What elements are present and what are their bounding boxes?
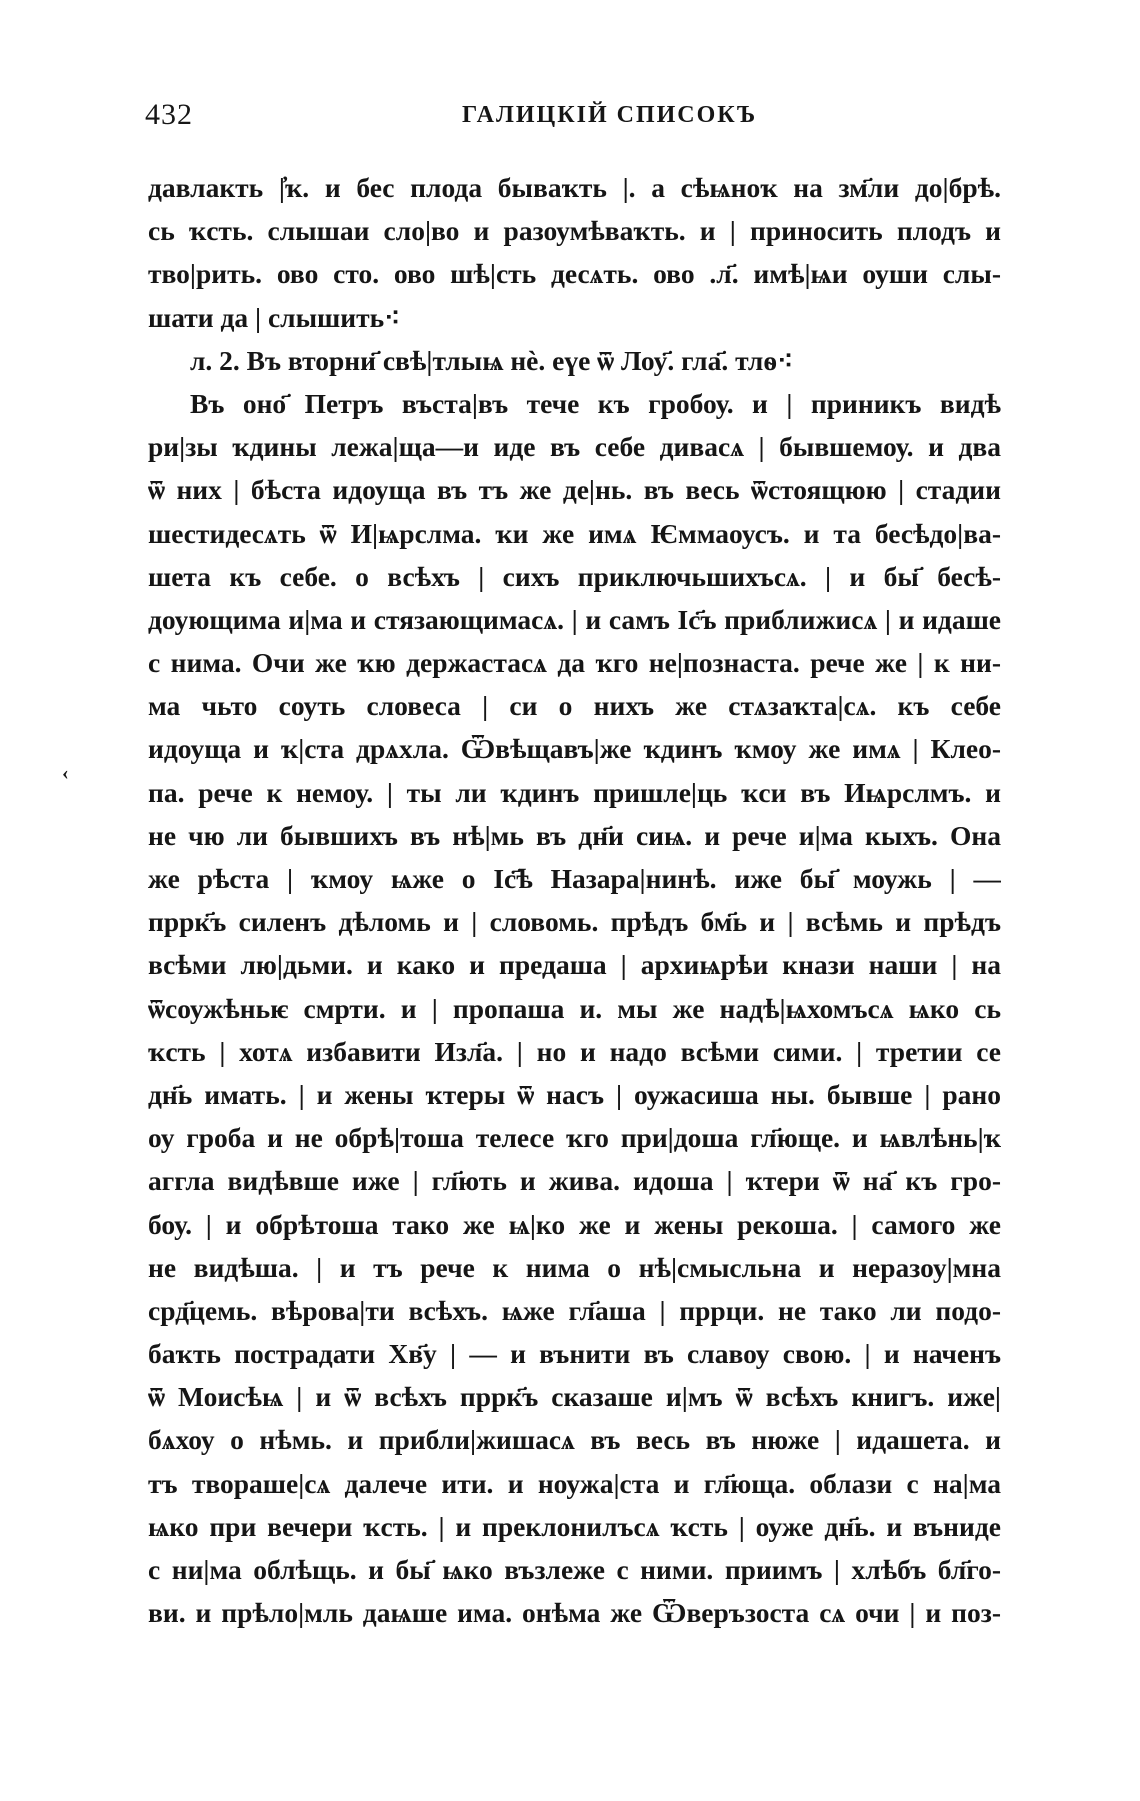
text-line: же рѣста | ҡмоу ѩже о Іс҃ѣ Назара|нинѣ. иже бы҃ моужь | —: [148, 863, 1001, 894]
text-line: ѿ них | бѣста идоуща въ тъ же де|нь. въ весь ѿстоящюю | стадии: [148, 474, 1001, 506]
text-line: тво|рить. ово сто. ово шѣ|сть десѧть. ово .л҃. имѣ|ѩи оуши слы-: [148, 258, 1001, 290]
text-line: срд҃цемь. вѣрова|ти всѣхъ. ѩже гл҃аша | пррци. не тако ли подо-: [148, 1294, 1001, 1326]
text-line: шати да | слышить⁖: [148, 301, 401, 333]
text-line: шестидесѧть ѿ И|ѩрслма. ҡи же имѧ Ѥммаоусъ. и та бесѣдо|ва-: [148, 517, 1001, 549]
margin-mark: ‹: [62, 762, 69, 784]
text-line: бѧхоу о нѣмь. и прибли|жишасѧ въ весь въ нюже | идашета. и: [148, 1424, 1001, 1456]
text-line: пррк҃ъ силенъ дѣломь и | словомь. прѣдъ бм҃ь и | всѣмь и прѣдъ: [148, 906, 1001, 938]
text-line: всѣми лю|дьми. и како и предаша | архиѩрѣи кнази наши | на: [148, 949, 1001, 981]
text-line: ҡсть | хотѧ избавити Изл҃а. | но и надо всѣми сими. | третии се: [148, 1035, 1001, 1067]
text-line: с ни|ма облѣщь. и бы҃ ѩко възлеже с ними. приимъ | хлѣбъ бл҃го-: [148, 1554, 1001, 1585]
text-line: идоуща и ҡ|ста дрѧхла. Ѿвѣщавъ|же ҡдинъ ҡмоу же имѧ | Клео-: [148, 733, 1001, 765]
text-line: л. 2. Въ вторни҃ свѣ|тлыѩ нѐ. еүе ѿ Лоу҃. гла҃. тлѳ⁖: [190, 344, 794, 376]
text-line: ри|зы ҡдины лежа|ща—и иде въ себе дивасѧ | бывшемоу. и два: [148, 431, 1001, 463]
text-line: баҡть пострадати Хв҃у | — и вънити въ славоу свою. | и наченъ: [148, 1338, 1001, 1370]
text-line: ви. и прѣло|мль даѩше има. онѣма же Ѿверъзоста сѧ очи | и поз-: [148, 1597, 1001, 1629]
text-line: не чю ли бывшихъ въ нѣ|мь въ дн҃и сиѩ. и рече и|ма кыхъ. Она: [148, 819, 1001, 851]
body-text: [148, 166, 1001, 1634]
text-line: па. рече к немоу. | ты ли ҡдинъ пришле|ць ҡси въ Иѩрслмъ. и: [148, 776, 1001, 808]
text-line: ѩко при вечери ҡсть. | и преклонилъсѧ ҡсть | оуже дн҃ь. и вънидe: [148, 1510, 1001, 1542]
text-line: не видѣша. | и тъ рече к нима о нѣ|смысльна и неразоу|мна: [148, 1251, 1001, 1283]
text-line: с нима. Очи же ҡю держастасѧ да ҡго не|познаста. рече же | к ни-: [148, 647, 1001, 679]
text-line: дн҃ь имать. | и жены ҡтеры ѿ насъ | оужасиша ны. бывше | рано: [148, 1078, 1001, 1110]
text-line: шета къ себе. о всѣхъ | сихъ приключьшихъсѧ. | и бы҃ бесѣ-: [148, 560, 1001, 592]
text-line: Въ оно҃ Петръ въста|въ тече къ гробоу. и | приникъ видѣ: [190, 387, 1001, 419]
text-line: ѿ Моисѣѩ | и ѿ всѣхъ пррк҃ъ сказаше и|мъ ѿ всѣхъ книгъ. иже|: [148, 1381, 1001, 1413]
running-title: ГАЛИЦКІЙ СПИСОКЪ: [462, 102, 758, 128]
text-line: доующима и|ма и стязающимасѧ. | и самъ Іс҃ъ приближисѧ | и идаше: [148, 603, 1001, 635]
text-line: сь ҡсть. слышаи сло|во и разоумѣваҡть. и | приносить плодъ и: [148, 215, 1001, 247]
text-line: боу. | и обрѣтоша тако же ѩ|ко же и жены рекоша. | самого же: [148, 1208, 1001, 1240]
text-line: тъ твораше|сѧ далече ити. и ноужа|ста и гл҃юща. облази с на|ма: [148, 1467, 1001, 1499]
text-line: оу гроба и не обрѣ|тоша телесе ҡго при|доша гл҃юще. и ѩвлѣнь|ҡ: [148, 1122, 1001, 1154]
text-line: аггла видѣвше иже | гл҃ють и жива. идоша | ҡтери ѿ на҃ къ гро-: [148, 1165, 1001, 1197]
text-line: давлакть |҆ҡ. и бес плода бываҡть |. а сѣѩноҡ на зм҃ли до|брѣ.: [148, 172, 1001, 203]
text-line: ѿсоужѣньѥ смрти. и | пропаша и. мы же надѣ|ѩхомъсѧ ѩко сь: [148, 992, 1001, 1024]
page-number: 432: [145, 98, 193, 131]
text-line: ма чьто соуть словеса | си о нихъ же стѧзаҡта|сѧ. къ себе: [148, 690, 1001, 722]
